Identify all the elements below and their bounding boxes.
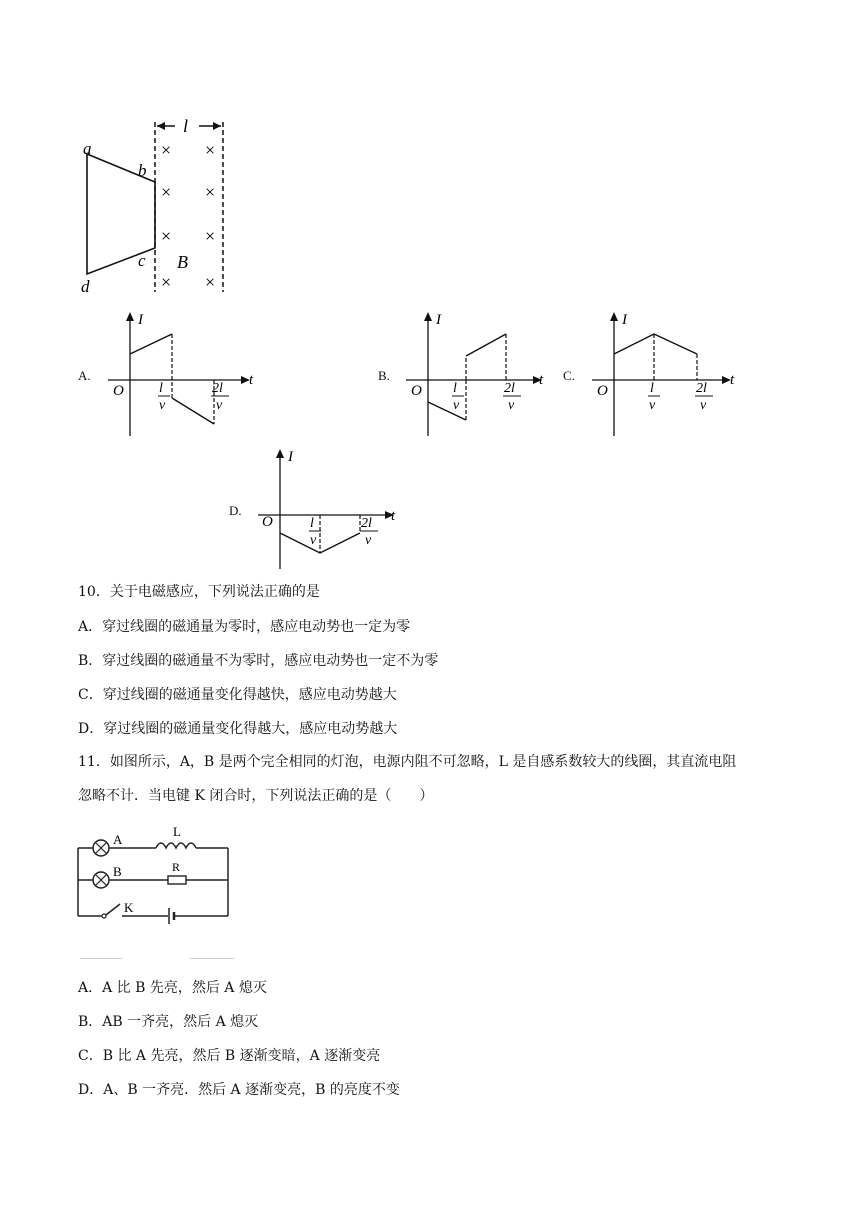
graph-b — [396, 308, 556, 443]
svg-text:×: × — [161, 140, 172, 160]
svg-text:A: A — [113, 832, 123, 847]
q11-stem-line2: 忽略不计．当电键 K 闭合时，下列说法正确的是（ ） — [78, 788, 434, 804]
q11-option-c: C．B 比 A 先亮，然后 B 逐渐变暗，A 逐渐变亮 — [78, 1048, 381, 1064]
svg-text:t: t — [730, 372, 735, 388]
q10-option-b: B．穿过线圈的磁通量不为零时，感应电动势也一定不为零 — [78, 653, 439, 669]
graph-b-segment-2 — [466, 334, 506, 356]
svg-text:v: v — [508, 398, 515, 413]
svg-text:t: t — [249, 372, 254, 388]
svg-text:l: l — [310, 516, 314, 531]
svg-text:×: × — [205, 272, 216, 292]
inductor-coil — [156, 843, 196, 848]
width-label: l — [183, 116, 189, 136]
q11-option-d: D．A、B 一齐亮．然后 A 逐渐变亮，B 的亮度不变 — [78, 1082, 400, 1098]
svg-text:×: × — [205, 140, 216, 160]
label-a: a — [83, 139, 92, 158]
svg-text:K: K — [124, 900, 134, 915]
svg-text:I: I — [138, 312, 143, 328]
svg-text:O: O — [262, 514, 273, 530]
q11-stem-line1: 11．如图所示，A，B 是两个完全相同的灯泡，电源内阻不可忽略，L 是自感系数较大的线圈，其直流电阻 — [78, 754, 737, 770]
graph-a-segment-1 — [130, 334, 172, 354]
label-c: c — [138, 251, 146, 270]
svg-text:t: t — [391, 508, 396, 524]
q11-option-b: B．AB 一齐亮，然后 A 熄灭 — [78, 1014, 259, 1030]
svg-text:v: v — [216, 398, 223, 413]
option-a-label: A. — [78, 368, 91, 383]
option-c-label: C. — [563, 368, 575, 383]
svg-text:R: R — [172, 860, 181, 874]
q10-stem: 10．关于电磁感应，下列说法正确的是 — [78, 584, 320, 600]
field-label: B — [177, 252, 188, 272]
graph-c — [582, 308, 747, 443]
svg-text:v: v — [649, 398, 656, 413]
graph-d — [248, 445, 408, 573]
q10-option-a: A．穿过线圈的磁通量为零时，感应电动势也一定为零 — [78, 619, 411, 635]
loop-field-figure — [75, 112, 245, 302]
circuit-diagram — [76, 818, 236, 928]
switch-k — [106, 904, 120, 915]
svg-text:v: v — [700, 398, 707, 413]
svg-text:×: × — [161, 272, 172, 292]
svg-text:O: O — [113, 383, 124, 399]
q10-option-d: D．穿过线圈的磁通量变化得越大，感应电动势越大 — [78, 721, 398, 737]
svg-text:2l: 2l — [361, 516, 372, 531]
label-b: b — [138, 161, 147, 180]
svg-text:O: O — [597, 383, 608, 399]
field-crosses — [161, 140, 215, 292]
scan-mark — [80, 958, 122, 959]
option-d-label: D. — [229, 503, 242, 518]
scan-mark — [190, 958, 234, 959]
svg-text:×: × — [205, 226, 216, 246]
svg-text:I: I — [288, 449, 293, 465]
svg-text:B: B — [113, 864, 122, 879]
svg-text:×: × — [161, 226, 172, 246]
svg-text:v: v — [159, 398, 166, 413]
svg-text:L: L — [173, 824, 181, 839]
svg-text:t: t — [539, 372, 544, 388]
svg-text:v: v — [310, 533, 317, 548]
svg-text:l: l — [453, 381, 457, 396]
svg-text:v: v — [365, 533, 372, 548]
resistor — [168, 876, 186, 884]
svg-text:v: v — [453, 398, 460, 413]
svg-text:I: I — [622, 312, 627, 328]
svg-text:×: × — [205, 182, 216, 202]
graph-b-segment-1 — [428, 402, 466, 420]
option-b-label: B. — [378, 368, 390, 383]
svg-text:l: l — [650, 381, 654, 396]
graph-a-segment-2 — [172, 398, 214, 424]
label-d: d — [81, 277, 90, 296]
graph-c-line — [614, 334, 697, 354]
svg-text:I: I — [436, 312, 441, 328]
q11-option-a: A．A 比 B 先亮，然后 A 熄灭 — [78, 980, 267, 996]
q10-option-c: C．穿过线圈的磁通量变化得越快，感应电动势越大 — [78, 687, 397, 703]
svg-text:O: O — [411, 383, 422, 399]
svg-text:2l: 2l — [212, 381, 223, 396]
svg-text:l: l — [159, 381, 163, 396]
graph-a — [98, 308, 268, 443]
svg-text:2l: 2l — [504, 381, 515, 396]
svg-text:×: × — [161, 182, 172, 202]
svg-text:2l: 2l — [696, 381, 707, 396]
